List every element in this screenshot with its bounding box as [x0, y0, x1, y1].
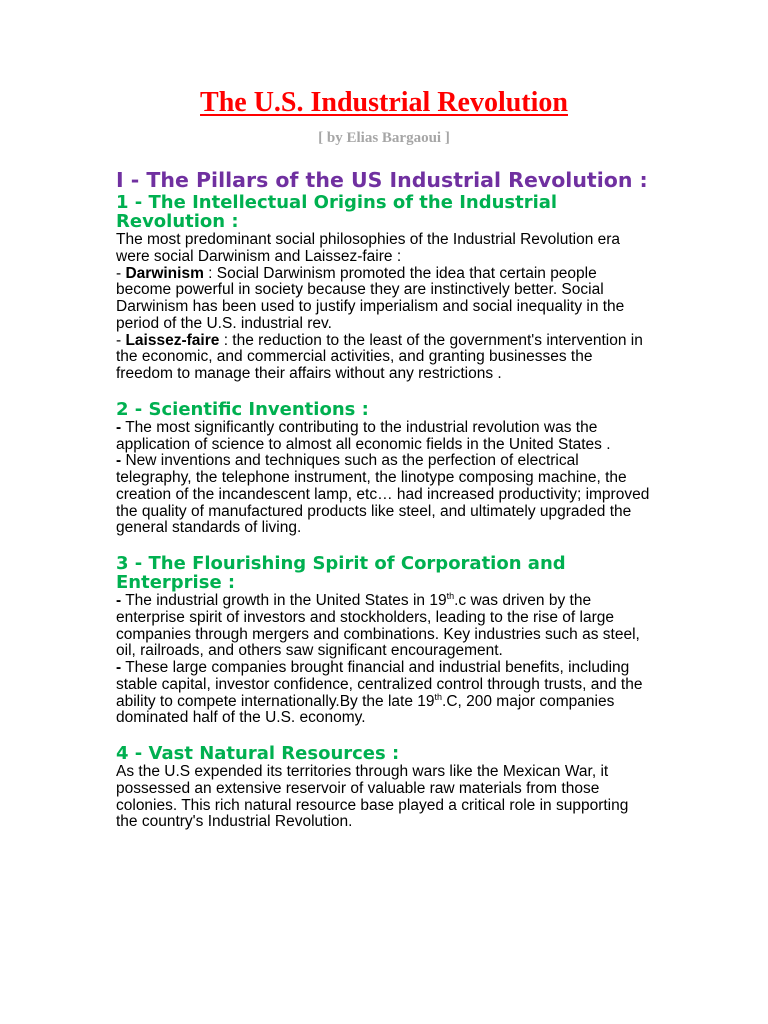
text-line: [116, 316, 746, 333]
text-run: These large companies brought financial and industrial benefits, including: [121, 659, 630, 676]
section-heading-line: 3 - The Flourishing Spirit of Corporation and: [116, 553, 566, 574]
text-run: were social Darwinism and Laissez-faire :: [116, 247, 402, 265]
text-line: [116, 610, 746, 627]
text-run: enterprise spirit of investors and stockholders, leading to the rise of large: [116, 608, 614, 626]
text-line: [116, 282, 746, 299]
text-run: stable capital, investor confidence, centralized control through trusts, and the: [116, 675, 643, 693]
text-run: .c was driven by the: [454, 592, 592, 609]
section-heading-line: 4 - Vast Natural Resources :: [116, 743, 400, 764]
text-run: The most predominant social philosophies of the Industrial Revolution era: [116, 231, 621, 248]
text-run: companies through mergers and combinations. Key industries such as steel,: [116, 625, 640, 643]
text-line: [116, 643, 746, 660]
text-line: [116, 249, 746, 266]
superscript: th: [446, 591, 455, 601]
section-heading: [116, 400, 746, 419]
text-run: application of science to almost all economic fields in the United States .: [116, 435, 611, 453]
section-body: [116, 420, 746, 537]
text-run: creation of the incandescent lamp, etc… had increased productivity; improved: [116, 485, 650, 503]
text-line: [116, 437, 746, 454]
text-line: [116, 520, 746, 537]
text-run: possessed an extensive reservoir of valuable raw materials from those: [116, 779, 600, 797]
bold-term: -: [116, 592, 122, 609]
text-line: [116, 470, 746, 487]
text-line: [116, 504, 746, 521]
part-heading: I - The Pillars of the US Industrial Revolution :: [116, 168, 648, 192]
section-body: [116, 593, 746, 727]
section-heading: [116, 744, 746, 763]
text-run: As the U.S expended its territories through wars like the Mexican War, it: [116, 763, 609, 780]
text-line: [116, 691, 746, 711]
text-line: [116, 266, 746, 283]
text-run: become powerful in society because they are instinctively better. Social: [116, 281, 604, 299]
superscript: th: [434, 691, 443, 702]
bold-term: Laissez-faire: [125, 331, 220, 349]
document-title: The U.S. Industrial Revolution: [200, 87, 568, 118]
section-body: [116, 764, 746, 831]
text-run: : Social Darwinism promoted the idea that certain people: [203, 264, 597, 282]
section-heading-line: Enterprise :: [116, 572, 236, 593]
section-heading: [116, 193, 746, 231]
text-run: colonies. This rich natural resource base played a critical role in supporting: [116, 796, 629, 814]
text-run: Darwinism has been used to justify imperialism and social inequality in the: [116, 298, 625, 315]
bold-term: -: [116, 418, 122, 436]
text-line: [116, 798, 746, 815]
text-line: [116, 232, 746, 249]
text-line: [116, 299, 746, 316]
bold-term: -: [116, 659, 122, 676]
text-run: -: [116, 331, 126, 349]
text-run: freedom to manage their affairs without any restrictions .: [116, 365, 502, 382]
author-byline: [ by Elias Bargaoui ]: [318, 130, 450, 146]
text-run: the country's Industrial Revolution.: [116, 813, 353, 831]
text-line: [116, 660, 746, 677]
section-body: [116, 232, 746, 383]
bold-term: -: [116, 452, 122, 470]
text-line: [116, 366, 746, 383]
text-run: .C, 200 major companies: [442, 692, 615, 710]
text-run: The most significantly contributing to the industrial revolution was the: [121, 418, 598, 436]
text-run: ability to compete internationally.By the late 19: [116, 692, 435, 710]
section-heading: [116, 554, 746, 592]
text-line: [116, 814, 746, 831]
text-run: the economic, and commercial activities, and granting businesses the: [116, 348, 593, 366]
text-line: [116, 333, 746, 350]
text-line: [116, 677, 746, 694]
sections-container: [116, 192, 746, 831]
text-line: [116, 349, 746, 366]
section-1: [116, 193, 746, 383]
text-run: The industrial growth in the United States in 19: [121, 592, 447, 609]
section-3: [116, 554, 746, 727]
text-run: : the reduction to the least of the government's intervention in: [219, 331, 643, 349]
text-run: -: [116, 264, 126, 282]
text-run: general standards of living.: [116, 519, 302, 537]
text-run: the quality of manufactured products like steel, and ultimately upgraded the: [116, 502, 632, 520]
text-line: [116, 453, 746, 470]
bold-term: Darwinism: [125, 264, 204, 282]
text-line: [116, 593, 746, 610]
text-line: [116, 420, 746, 437]
section-heading-line: 2 - Scientific Inventions :: [116, 398, 369, 420]
text-line: [116, 627, 746, 644]
text-line: [116, 764, 746, 781]
section-heading-line: Revolution :: [116, 210, 239, 232]
section-heading-line: 1 - The Intellectual Origins of the Industrial: [116, 191, 558, 213]
text-run: telegraphy, the telephone instrument, the linotype composing machine, the: [116, 469, 627, 486]
section-2: [116, 400, 746, 537]
text-line: [116, 710, 746, 727]
text-run: period of the U.S. industrial rev.: [116, 314, 332, 332]
text-run: dominated half of the U.S. economy.: [116, 709, 366, 727]
text-run: New inventions and techniques such as the perfection of electrical: [121, 452, 579, 470]
text-line: [116, 487, 746, 504]
text-run: oil, railroads, and others saw significant encouragement.: [116, 642, 503, 660]
section-4: [116, 744, 746, 831]
text-line: [116, 781, 746, 798]
